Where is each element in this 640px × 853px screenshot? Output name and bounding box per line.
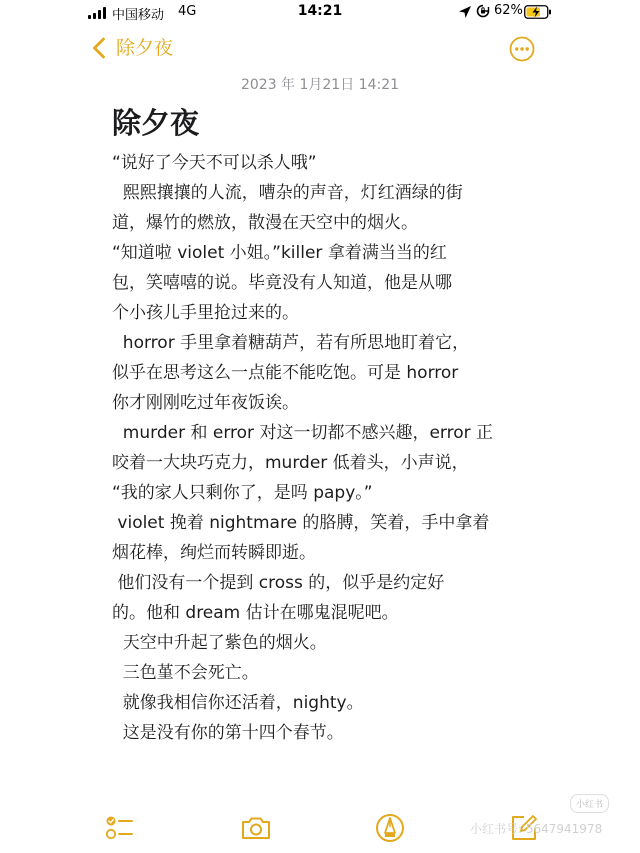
network-type: 4G bbox=[178, 4, 197, 19]
note-line: 这是没有你的第十四个春节。 bbox=[112, 723, 344, 743]
camera-button[interactable] bbox=[240, 812, 272, 844]
back-button-label: 除夕夜 bbox=[116, 37, 174, 59]
note-line: 个小孩儿手里抢过来的。 bbox=[112, 303, 299, 323]
note-timestamp: 2023 年 1月21日 14:21 bbox=[240, 77, 400, 93]
rotation-lock-icon bbox=[476, 4, 490, 18]
note-line: horror 手里拿着糖葫芦，若有所思地盯着它， bbox=[112, 333, 470, 353]
carrier-name: 中国移动 bbox=[112, 8, 165, 23]
markup-pen-icon bbox=[377, 815, 403, 841]
note-line: “说好了今天不可以杀人哦” bbox=[112, 153, 317, 173]
note-body[interactable] bbox=[112, 148, 532, 748]
note-title[interactable]: 除夕夜 bbox=[112, 106, 200, 140]
markup-button[interactable] bbox=[374, 812, 406, 844]
note-line: 熙熙攘攘的人流，嘈杂的声音，灯红酒绿的街 bbox=[112, 183, 463, 203]
note-line: murder 和 error 对这一切都不感兴趣，error 正 bbox=[112, 423, 493, 443]
more-options-button[interactable] bbox=[509, 36, 535, 62]
checklist-button[interactable] bbox=[104, 812, 136, 844]
camera-icon bbox=[243, 819, 269, 839]
status-time: 14:21 bbox=[297, 3, 343, 19]
note-line: 你才刚刚吃过年夜饭诶。 bbox=[112, 393, 299, 413]
note-line: 咬着一大块巧克力，murder 低着头，小声说， bbox=[112, 453, 469, 473]
note-line: 似乎在思考这么一点能不能吃饱。可是 horror bbox=[112, 363, 459, 383]
note-line: 道，爆竹的燃放，散漫在天空中的烟火。 bbox=[112, 213, 418, 233]
note-line: 的。他和 dream 估计在哪鬼混呢吧。 bbox=[112, 603, 399, 623]
note-line: 天空中升起了紫色的烟火。 bbox=[112, 633, 327, 653]
chevron-left-icon bbox=[92, 37, 106, 59]
watermark-text: 小红书号: 5647941978 bbox=[470, 822, 603, 836]
note-line: 就像我相信你还活着，nighty。 bbox=[112, 693, 364, 713]
note-line: “我的家人只剩你了，是吗 papy。” bbox=[112, 483, 373, 503]
back-button[interactable] bbox=[92, 36, 173, 60]
note-line: violet 挽着 nightmare 的胳膊，笑着，手中拿着 bbox=[112, 513, 490, 533]
checklist-icon bbox=[107, 817, 133, 839]
note-line: 包，笑嘻嘻的说。毕竟没有人知道，他是从哪 bbox=[112, 273, 452, 293]
note-line: 他们没有一个提到 cross 的，似乎是约定好 bbox=[112, 573, 445, 593]
battery-percent: 62% bbox=[494, 3, 523, 18]
note-line: 烟花棒，绚烂而转瞬即逝。 bbox=[112, 543, 316, 563]
status-bar bbox=[0, 0, 640, 26]
battery-charging-icon bbox=[524, 5, 552, 19]
note-line: 三色堇不会死亡。 bbox=[112, 663, 259, 683]
note-line: “知道啦 violet 小姐。”killer 拿着满当当的红 bbox=[112, 243, 447, 263]
watermark-badge: 小红书 bbox=[570, 794, 609, 813]
location-icon bbox=[458, 5, 472, 19]
